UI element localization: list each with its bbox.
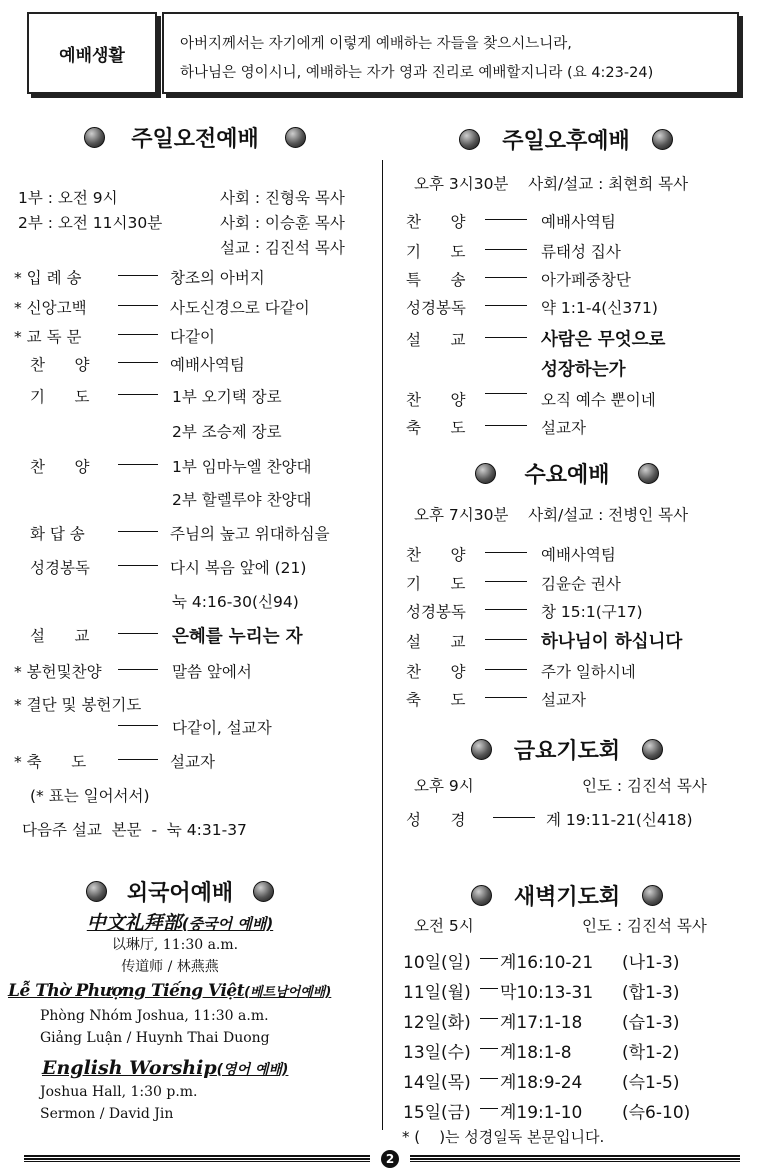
bullet-ball-icon xyxy=(638,463,659,484)
chinese-line-2: 传道师 / 林燕燕 xyxy=(121,959,219,975)
dash-line xyxy=(118,275,158,276)
page-number: 2 xyxy=(381,1150,399,1168)
dash-line xyxy=(118,565,158,566)
order-value: 다같이, 설교자 xyxy=(172,719,272,737)
order-label: 성경봉독 xyxy=(30,559,90,577)
afternoon-heading xyxy=(448,124,684,155)
order-value: 사도신경으로 다같이 xyxy=(170,299,310,317)
wednesday-title: 수요예배 xyxy=(524,463,610,488)
dash-line xyxy=(480,1108,498,1109)
order-label: * 신앙고백 xyxy=(14,299,87,317)
dash-line xyxy=(118,334,158,335)
dawn-day: 10일(일) xyxy=(403,953,471,973)
dash-line xyxy=(118,394,158,395)
order-label: 기 도 xyxy=(406,243,466,261)
order-value: 다같이 xyxy=(170,328,215,346)
dawn-heading xyxy=(452,880,682,911)
order-label: 특 송 xyxy=(406,271,466,289)
bullet-ball-icon xyxy=(86,881,107,902)
order-value: 말씀 앞에서 xyxy=(172,663,252,681)
order-value: 예배사역팀 xyxy=(170,356,245,374)
bullet-ball-icon xyxy=(475,463,496,484)
dash-line xyxy=(118,669,158,670)
dash-line xyxy=(480,1078,498,1079)
order-value: 약 1:1-4(신371) xyxy=(541,299,658,317)
order-value: 주님의 높고 위대하심을 xyxy=(170,525,330,543)
service2-leader: 사회 : 이승훈 목사 xyxy=(220,214,345,232)
order-label: * 입 례 송 xyxy=(14,269,82,287)
dawn-reading: 계18:1-8 xyxy=(500,1043,572,1063)
morning-preacher: 설교 : 김진석 목사 xyxy=(220,239,345,257)
order-label: 설 교 xyxy=(30,627,90,645)
dawn-reading: 계16:10-21 xyxy=(500,953,594,973)
order-label: 찬 양 xyxy=(406,391,466,409)
order-label: 찬 양 xyxy=(30,356,90,374)
bullet-ball-icon xyxy=(471,739,492,760)
dawn-leader: 인도 : 김진석 목사 xyxy=(582,917,707,935)
verse-line-1: 아버지께서는 자기에게 이렇게 예배하는 자들을 찾으시느니라, xyxy=(180,36,572,52)
dawn-daily-reading: (나1-3) xyxy=(622,953,680,973)
order-value: 예배사역팀 xyxy=(541,213,616,231)
wednesday-heading xyxy=(452,458,682,489)
service1-leader: 사회 : 진형욱 목사 xyxy=(220,189,345,207)
next-sermon: 다음주 설교 본문 - 눅 4:31-37 xyxy=(22,821,247,839)
dawn-reading: 계17:1-18 xyxy=(500,1013,583,1033)
sermon-title: 하나님이 하십니다 xyxy=(541,632,683,652)
order-value: 주가 일하시네 xyxy=(541,663,636,681)
dash-line xyxy=(118,759,158,760)
dash-line xyxy=(485,639,527,640)
friday-time: 오후 9시 xyxy=(414,777,474,795)
order-label: 성경봉독 xyxy=(406,603,466,621)
dawn-note: * ( )는 성경일독 본문입니다. xyxy=(402,1128,605,1146)
section-label: 예배생활 xyxy=(59,45,125,66)
dawn-reading: 계18:9-24 xyxy=(500,1073,583,1093)
dawn-time: 오전 5시 xyxy=(414,917,474,935)
dawn-reading: 막10:13-31 xyxy=(500,983,594,1003)
dash-line xyxy=(118,464,158,465)
friday-leader: 인도 : 김진석 목사 xyxy=(582,777,707,795)
order-label: * 교 독 문 xyxy=(14,328,82,346)
chinese-line-1: 以琳厅, 11:30 a.m. xyxy=(111,937,239,953)
vietnamese-worship-title: Lễ Thờ Phượng Tiếng Việt(베트남어예배) xyxy=(8,981,332,1001)
order-value: 창 15:1(구17) xyxy=(541,603,643,621)
order-value-2: 눅 4:16-30(신94) xyxy=(172,593,299,611)
order-label: 설 교 xyxy=(406,331,466,349)
foreign-heading xyxy=(60,876,300,907)
order-value: 설교자 xyxy=(541,419,586,437)
dash-line xyxy=(485,697,527,698)
dawn-day: 14일(목) xyxy=(403,1073,471,1093)
order-value: 설교자 xyxy=(170,753,215,771)
service2-time: 2부 : 오전 11시30분 xyxy=(18,214,163,232)
dash-line xyxy=(485,425,527,426)
bullet-ball-icon xyxy=(253,881,274,902)
dash-line xyxy=(485,609,527,610)
order-label: 축 도 xyxy=(406,419,466,437)
friday-scripture: 계 19:11-21(신418) xyxy=(546,811,693,829)
english-worship-title: English Worship(영어 예배) xyxy=(42,1057,289,1079)
sermon-title: 은혜를 누리는 자 xyxy=(172,627,303,647)
dash-line xyxy=(480,988,498,989)
footer-rule-left xyxy=(24,1155,370,1162)
footer-rule-right xyxy=(410,1155,740,1162)
order-value: 1부 오기택 장로 xyxy=(172,388,282,406)
column-divider xyxy=(382,160,383,1130)
dash-line xyxy=(480,958,498,959)
bullet-ball-icon xyxy=(642,885,663,906)
dash-line xyxy=(480,1018,498,1019)
afternoon-title: 주일오후예배 xyxy=(502,129,630,154)
verse-line-2: 하나님은 영이시니, 예배하는 자가 영과 진리로 예배할지니라 (요 4:23-24) xyxy=(180,65,654,81)
dash-line xyxy=(485,305,527,306)
sermon-title-2: 성장하는가 xyxy=(541,360,626,380)
dash-line xyxy=(118,725,158,726)
order-label: 찬 양 xyxy=(30,458,90,476)
dash-line xyxy=(485,581,527,582)
friday-title: 금요기도회 xyxy=(513,739,621,764)
vietnamese-line-2: Giảng Luận / Huynh Thai Duong xyxy=(40,1030,270,1046)
order-label: * 축 도 xyxy=(14,753,87,771)
section-label-box xyxy=(27,12,157,94)
friday-heading xyxy=(452,734,682,765)
dawn-day: 13일(수) xyxy=(403,1043,471,1063)
bullet-ball-icon xyxy=(642,739,663,760)
afternoon-info: 오후 3시30분 사회/설교 : 최현희 목사 xyxy=(414,175,689,193)
order-label: * 결단 및 봉헌기도 xyxy=(14,696,142,714)
order-value: 1부 임마누엘 찬양대 xyxy=(172,458,312,476)
dash-line xyxy=(118,531,158,532)
order-label: 설 교 xyxy=(406,633,466,651)
dash-line xyxy=(485,393,527,394)
dawn-daily-reading: (슥1-5) xyxy=(622,1073,680,1093)
dash-line xyxy=(485,669,527,670)
friday-scripture-label: 성 경 xyxy=(406,811,466,829)
standing-note: (* 표는 일어서서) xyxy=(30,787,150,805)
order-label: 기 도 xyxy=(406,575,466,593)
chinese-worship-title: 中文礼拜部(중국어 예배) xyxy=(86,912,274,934)
order-value-2: 2부 조승제 장로 xyxy=(172,423,282,441)
order-label: 찬 양 xyxy=(406,213,466,231)
dash-line xyxy=(485,337,527,338)
foreign-title: 외국어예배 xyxy=(126,881,234,906)
bullet-ball-icon xyxy=(652,129,673,150)
service1-time: 1부 : 오전 9시 xyxy=(18,189,118,207)
dawn-daily-reading: (습1-3) xyxy=(622,1013,680,1033)
order-value-2: 2부 할렐루야 찬양대 xyxy=(172,491,312,509)
bullet-ball-icon xyxy=(285,127,306,148)
dawn-day: 15일(금) xyxy=(403,1103,471,1123)
dash-line xyxy=(485,219,527,220)
order-value: 예배사역팀 xyxy=(541,546,616,564)
bullet-ball-icon xyxy=(459,129,480,150)
dash-line xyxy=(485,552,527,553)
order-value: 류태성 집사 xyxy=(541,243,621,261)
order-label: 성경봉독 xyxy=(406,299,466,317)
dash-line xyxy=(118,305,158,306)
dash-line xyxy=(485,277,527,278)
vietnamese-line-1: Phòng Nhóm Joshua, 11:30 a.m. xyxy=(40,1008,269,1024)
order-label: 화 답 송 xyxy=(30,525,85,543)
order-label: 찬 양 xyxy=(406,663,466,681)
dash-line xyxy=(485,249,527,250)
sermon-title: 사람은 무엇으로 xyxy=(541,330,666,350)
dash-line xyxy=(493,817,535,818)
dash-line xyxy=(118,362,158,363)
order-value: 설교자 xyxy=(541,691,586,709)
bullet-ball-icon xyxy=(471,885,492,906)
verse-box xyxy=(162,12,739,94)
order-label: * 봉헌및찬양 xyxy=(14,663,102,681)
order-value: 오직 예수 뿐이네 xyxy=(541,391,656,409)
morning-title: 주일오전예배 xyxy=(131,127,259,152)
order-value: 창조의 아버지 xyxy=(170,269,265,287)
dawn-daily-reading: (학1-2) xyxy=(622,1043,680,1063)
dawn-title: 새벽기도회 xyxy=(513,885,621,910)
dawn-day: 11일(월) xyxy=(403,983,471,1003)
bullet-ball-icon xyxy=(84,127,105,148)
dash-line xyxy=(118,633,158,634)
order-value: 김윤순 권사 xyxy=(541,575,621,593)
order-label: 기 도 xyxy=(30,388,90,406)
order-label: 축 도 xyxy=(406,691,466,709)
dawn-daily-reading: (슥6-10) xyxy=(622,1103,691,1123)
wednesday-info: 오후 7시30분 사회/설교 : 전병인 목사 xyxy=(414,506,689,524)
order-value: 아가페중창단 xyxy=(541,271,631,289)
english-line-2: Sermon / David Jin xyxy=(40,1106,174,1122)
english-line-1: Joshua Hall, 1:30 p.m. xyxy=(40,1084,198,1100)
order-label: 찬 양 xyxy=(406,546,466,564)
dawn-reading: 계19:1-10 xyxy=(500,1103,583,1123)
dawn-daily-reading: (합1-3) xyxy=(622,983,680,1003)
order-value: 다시 복음 앞에 (21) xyxy=(170,559,307,577)
dash-line xyxy=(480,1048,498,1049)
dawn-day: 12일(화) xyxy=(403,1013,471,1033)
morning-heading xyxy=(80,122,310,153)
